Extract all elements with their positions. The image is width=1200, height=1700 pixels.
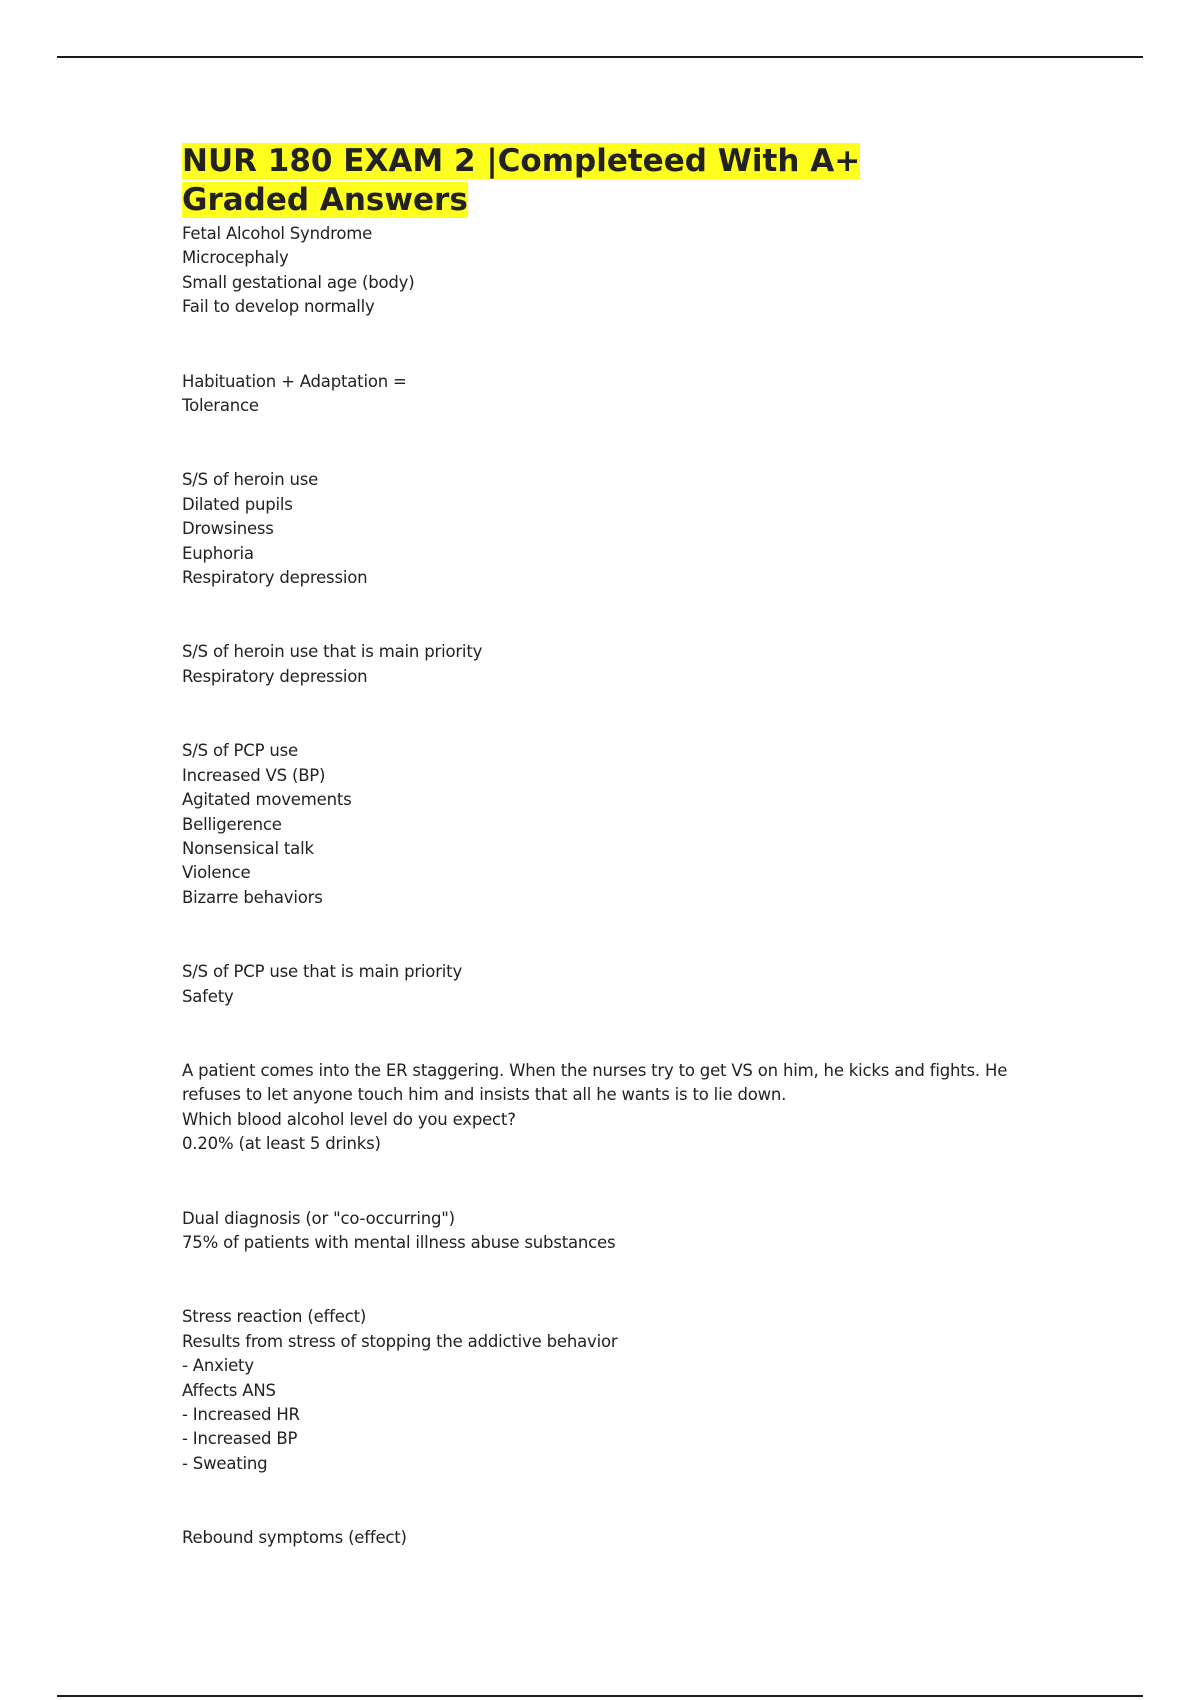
answer-text: 75% of patients with mental illness abuse substances xyxy=(182,1232,616,1252)
qa-sections xyxy=(182,222,1022,1551)
qa-section xyxy=(182,468,1022,590)
answer-text: refuses to let anyone touch him and insists that all he wants is to lie down. xyxy=(182,1085,787,1105)
answer-text: Violence xyxy=(182,863,251,883)
answer-text: Increased VS (BP) xyxy=(182,765,326,785)
question-text: Fetal Alcohol Syndrome xyxy=(182,224,373,243)
answer-text: Bizarre behaviors xyxy=(182,887,323,907)
answer-text: 0.20% (at least 5 drinks) xyxy=(182,1134,381,1154)
qa-section xyxy=(182,1526,1022,1550)
answer-text: Safety xyxy=(182,986,234,1006)
question-text: S/S of heroin use that is main priority xyxy=(182,642,483,662)
answer-text: Euphoria xyxy=(182,543,254,563)
answer-text: - Increased BP xyxy=(182,1429,298,1449)
top-rule xyxy=(57,56,1143,58)
title-line-2: Graded Answers xyxy=(182,182,468,218)
answer-text: - Sweating xyxy=(182,1453,268,1473)
question-text: S/S of heroin use xyxy=(182,470,319,490)
question-text: Stress reaction (effect) xyxy=(182,1307,367,1327)
answer-text: Affects ANS xyxy=(182,1380,276,1400)
question-text: A patient comes into the ER staggering. When the nurses try to get VS on him, he kicks and fights. He xyxy=(182,1060,1008,1080)
answer-text: Dilated pupils xyxy=(182,494,293,514)
answer-text: - Increased HR xyxy=(182,1405,300,1424)
question-text: S/S of PCP use that is main priority xyxy=(182,962,463,982)
question-text: Habituation + Adaptation = xyxy=(182,371,407,391)
answer-text: Nonsensical talk xyxy=(182,838,314,858)
question-text: S/S of PCP use xyxy=(182,741,298,761)
answer-text: Respiratory depression xyxy=(182,666,368,686)
qa-section xyxy=(182,739,1022,910)
question-text: Dual diagnosis (or "co-occurring") xyxy=(182,1208,455,1228)
question-text: Rebound symptoms (effect) xyxy=(182,1528,407,1548)
answer-text: Tolerance xyxy=(182,396,259,416)
bottom-rule xyxy=(57,1695,1143,1697)
qa-section xyxy=(182,640,1022,689)
answer-text: Agitated movements xyxy=(182,790,352,810)
answer-text: Microcephaly xyxy=(182,248,289,268)
qa-section xyxy=(182,1059,1022,1157)
qa-section xyxy=(182,370,1022,419)
qa-section xyxy=(182,1305,1022,1476)
answer-text: Small gestational age (body) xyxy=(182,272,415,292)
answer-text: Drowsiness xyxy=(182,519,274,539)
document-title xyxy=(182,142,1022,220)
document-body xyxy=(182,142,1022,1601)
answer-text: Belligerence xyxy=(182,814,282,834)
title-highlight xyxy=(182,143,860,218)
title-line-1: NUR 180 EXAM 2 |Completeed With A+ xyxy=(182,143,861,179)
qa-section xyxy=(182,960,1022,1009)
qa-section xyxy=(182,222,1022,320)
answer-text: Results from stress of stopping the addictive behavior xyxy=(182,1331,618,1351)
answer-text: Fail to develop normally xyxy=(182,297,375,317)
answer-text: Respiratory depression xyxy=(182,568,368,588)
answer-text: Which blood alcohol level do you expect? xyxy=(182,1109,516,1129)
qa-section xyxy=(182,1207,1022,1256)
answer-text: - Anxiety xyxy=(182,1356,254,1376)
